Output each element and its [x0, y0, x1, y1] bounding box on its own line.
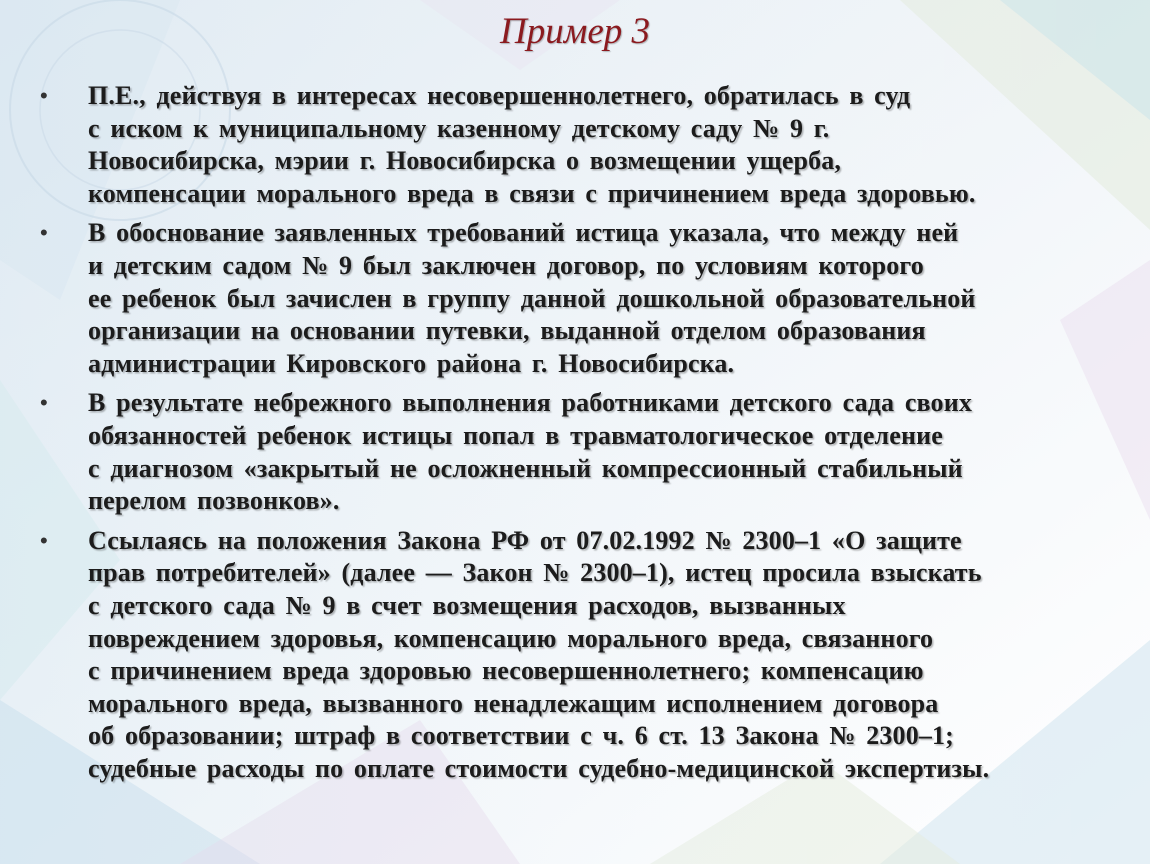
paragraph-line: перелом позвонков».	[88, 486, 340, 516]
paragraph-line: Ссылаясь на положения Закона РФ от 07.02.1992 № 2300–1 «О защите	[88, 525, 962, 555]
paragraph-line: судебные расходы по оплате стоимости судебно-медицинской экспертизы.	[88, 753, 990, 783]
bullet-dot-icon: •	[40, 527, 48, 553]
paragraph-line: морального вреда, вызванного ненадлежащим исполнением договора	[88, 688, 939, 718]
paragraph-line: повреждением здоровья, компенсацию морального вреда, связанного	[88, 623, 934, 653]
paragraph-line: Новосибирска, мэрии г. Новосибирска о возмещении ущерба,	[88, 146, 842, 176]
paragraph-line: прав потребителей» (далее — Закон № 2300–1), истец просила взыскать	[88, 558, 982, 588]
paragraph-line: В обоснование заявленных требований истица указала, что между ней	[88, 218, 959, 248]
bullet-paragraph	[40, 525, 1115, 786]
paragraph-line: организации на основании путевки, выданной отделом образования	[88, 316, 926, 346]
paragraph-line: ее ребенок был зачислен в группу данной дошкольной образовательной	[88, 283, 976, 313]
paragraph-line: с иском к муниципальному казенному детскому саду № 9 г.	[88, 113, 830, 143]
bullet-dot-icon: •	[40, 220, 48, 246]
bullet-dot-icon: •	[40, 390, 48, 416]
paragraph-line: администрации Кировского района г. Новосибирска.	[88, 348, 735, 378]
paragraph-line: компенсации морального вреда в связи с причинением вреда здоровью.	[88, 178, 976, 208]
paragraph-line: В результате небрежного выполнения работниками детского сада своих	[88, 388, 972, 418]
paragraph-line: обязанностей ребенок истицы попал в травматологическое отделение	[88, 420, 943, 450]
paragraph-line: и детским садом № 9 был заключен договор, по условиям которого	[88, 250, 924, 280]
paragraph-line: об образовании; штраф в соответствии с ч. 6 ст. 13 Закона № 2300–1;	[88, 721, 954, 751]
bullet-list	[40, 80, 1115, 792]
paragraph-line: с причинением вреда здоровью несовершеннолетнего; компенсацию	[88, 656, 924, 686]
bullet-paragraph	[40, 80, 1115, 210]
bullet-dot-icon: •	[40, 83, 48, 108]
paragraph-line: с детского сада № 9 в счет возмещения расходов, вызванных	[88, 590, 846, 620]
bullet-paragraph	[40, 387, 1115, 517]
paragraph-line: с диагнозом «закрытый не осложненный компрессионный стабильный	[88, 453, 963, 483]
paragraph-line: П.Е., действуя в интересах несовершеннолетнего, обратилась в суд	[88, 81, 911, 110]
bullet-paragraph	[40, 217, 1115, 380]
slide-title: Пример 3	[499, 11, 650, 52]
